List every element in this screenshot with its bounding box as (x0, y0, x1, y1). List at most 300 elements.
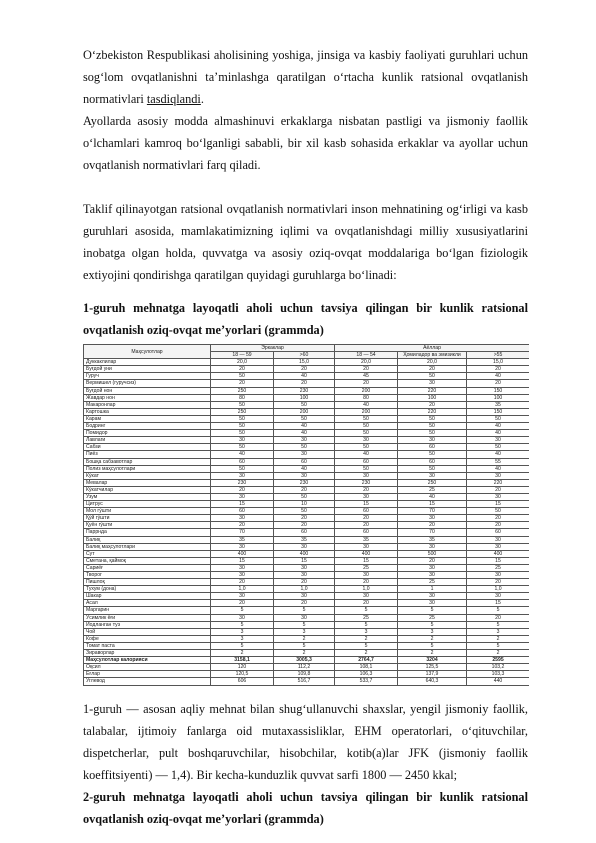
value-cell: 20 (211, 600, 274, 607)
value-cell: 70 (398, 529, 467, 536)
value-cell: 30 (467, 536, 530, 543)
table-row (84, 536, 530, 543)
product-name-cell: Пишлоқ (84, 579, 211, 586)
table-row (84, 437, 530, 444)
table-row (84, 607, 530, 614)
value-cell: 150 (467, 408, 530, 415)
product-name-cell: Балиқ (84, 536, 211, 543)
value-cell: 30 (335, 543, 398, 550)
value-cell: 5 (398, 621, 467, 628)
value-cell: 50 (211, 415, 274, 422)
value-cell: 40 (274, 430, 335, 437)
value-cell: 220 (398, 387, 467, 394)
value-cell: 1,0 (335, 586, 398, 593)
value-cell: 20 (467, 522, 530, 529)
table-row (84, 430, 530, 437)
value-cell: 25 (335, 564, 398, 571)
value-cell: 230 (335, 479, 398, 486)
value-cell: 440 (467, 678, 530, 685)
product-name-cell: Асал (84, 600, 211, 607)
value-cell: 20 (274, 522, 335, 529)
value-cell: 30 (211, 543, 274, 550)
food-norms-table-wrapper (83, 344, 529, 690)
col-women-pregnant: Ҳомиладор ва эмизикли (398, 352, 467, 359)
product-name-cell: Кофе (84, 635, 211, 642)
product-name-cell: Паррнда (84, 529, 211, 536)
value-cell: 230 (211, 479, 274, 486)
food-norms-table (83, 344, 529, 686)
product-name-cell: Дуккаклилар (84, 359, 211, 366)
value-cell: 5 (467, 621, 530, 628)
value-cell: 5 (211, 621, 274, 628)
product-name-cell: Полиз маҳсулотлари (84, 465, 211, 472)
value-cell: 2595 (467, 657, 530, 664)
intro-paragraph: O‘zbekiston Respublikasi aholisining yoshiga, jinsiga va kasbiy faoliyati guruhlari uchun sog‘lom ovqatlanishni ta’minlashga qaratilgan o‘rtacha kunlik ratsional ovqatlanish normativlari tasdiqlandi. (83, 48, 528, 106)
value-cell: 20 (211, 522, 274, 529)
value-cell: 20 (335, 515, 398, 522)
value-cell: 35 (398, 536, 467, 543)
product-name-cell: Ўсимлик ёғи (84, 614, 211, 621)
value-cell: 50 (274, 415, 335, 422)
value-cell: 30 (398, 543, 467, 550)
table-row (84, 543, 530, 550)
value-cell: 250 (398, 479, 467, 486)
value-cell: 30 (211, 437, 274, 444)
value-cell: 20 (335, 380, 398, 387)
value-cell: 40 (398, 493, 467, 500)
value-cell: 30 (211, 614, 274, 621)
table-row (84, 586, 530, 593)
value-cell: 55 (467, 458, 530, 465)
product-name-cell: Буғдой уни (84, 366, 211, 373)
value-cell: 40 (211, 451, 274, 458)
value-cell: 40 (274, 465, 335, 472)
table-row (84, 671, 530, 678)
col-women-18-54: 18 — 54 (335, 352, 398, 359)
value-cell: 516,7 (274, 678, 335, 685)
product-name-cell: Гуруч (84, 373, 211, 380)
value-cell: 50 (335, 430, 398, 437)
value-cell: 30 (398, 437, 467, 444)
product-name-cell: Лавлаги (84, 437, 211, 444)
table-row (84, 479, 530, 486)
col-products: Маҳсулотлар (84, 345, 211, 359)
value-cell: 220 (398, 408, 467, 415)
value-cell: 60 (398, 444, 467, 451)
value-cell: 3 (398, 628, 467, 635)
value-cell: 5 (211, 642, 274, 649)
product-name-cell: Вермишел (гуручсиз) (84, 380, 211, 387)
value-cell: 80 (211, 394, 274, 401)
value-cell: 50 (335, 423, 398, 430)
value-cell: 20 (211, 366, 274, 373)
value-cell: 35 (211, 536, 274, 543)
table-row (84, 529, 530, 536)
value-cell: 50 (398, 415, 467, 422)
value-cell: 125,5 (398, 664, 467, 671)
value-cell: 50 (467, 508, 530, 515)
value-cell: 30 (274, 572, 335, 579)
value-cell: 137,9 (398, 671, 467, 678)
value-cell: 2 (335, 635, 398, 642)
product-name-cell: Қуён гўшти (84, 522, 211, 529)
value-cell: 200 (335, 387, 398, 394)
intro-text: O‘zbekiston Respublikasi aholisining yoshiga, jinsiga va kasbiy faoliyati guruhlari uchun sog‘lom ovqatlanishni ta’minlashga qaratilgan o‘rtacha kunlik ratsional ovqatlanish normativlari (83, 48, 528, 106)
value-cell: 230 (274, 387, 335, 394)
product-name-cell: Мевалар (84, 479, 211, 486)
product-name-cell: Маргарин (84, 607, 211, 614)
table-row (84, 359, 530, 366)
value-cell: 15 (467, 501, 530, 508)
table-row (84, 458, 530, 465)
value-cell: 60 (467, 529, 530, 536)
value-cell: 5 (211, 607, 274, 614)
value-cell: 60 (335, 458, 398, 465)
value-cell: 60 (335, 508, 398, 515)
value-cell: 30 (211, 564, 274, 571)
value-cell: 20 (211, 579, 274, 586)
table-row (84, 642, 530, 649)
group1-description: 1-guruh — asosan aqliy mehnat bilan shug‘ullanuvchi shaxslar, yengil jismoniy faollik, talabalar, ijtimoiy fanlarga oid mutaxassisliklar, EHM operatorlari, o‘qituvchilar, dispetcherlar, pult boshqaruvchilar, hisobchilar, kotib(a)lar JFK (jismoniy faollik koeffitsiyenti) — 1,4). Bir kecha-kunduzlik quvvat sarfi 1800 — 2450 kkal; (83, 702, 528, 782)
value-cell: 30 (274, 543, 335, 550)
value-cell: 30 (274, 614, 335, 621)
value-cell: 120,5 (211, 671, 274, 678)
table-row (84, 380, 530, 387)
value-cell: 15 (211, 557, 274, 564)
product-name-cell: Сметана, қаймоқ (84, 557, 211, 564)
product-name-cell: Углевод (84, 678, 211, 685)
value-cell: 30 (467, 572, 530, 579)
value-cell: 2 (467, 650, 530, 657)
value-cell: 30 (398, 515, 467, 522)
value-cell: 30 (398, 380, 467, 387)
value-cell: 3 (335, 628, 398, 635)
value-cell: 112,2 (274, 664, 335, 671)
value-cell: 3 (467, 628, 530, 635)
value-cell: 50 (467, 415, 530, 422)
product-name-cell: Сут (84, 550, 211, 557)
product-name-cell: Кўкат (84, 472, 211, 479)
value-cell: 50 (274, 508, 335, 515)
value-cell: 5 (398, 642, 467, 649)
value-cell: 1 (398, 586, 467, 593)
value-cell: 25 (398, 486, 467, 493)
value-cell: 20 (467, 486, 530, 493)
value-cell: 5 (274, 642, 335, 649)
table-row (84, 451, 530, 458)
value-cell: 220 (467, 479, 530, 486)
group1-table-heading: 1-guruh mehnatga layoqatli aholi uchun tavsiya qilingan bir kunlik ratsional ovqatlanish oziq-ovqat me’yorlari (grammda) (83, 301, 528, 337)
value-cell: 60 (274, 529, 335, 536)
product-name-cell: Сабзи (84, 444, 211, 451)
value-cell: 20,0 (211, 359, 274, 366)
table-row (84, 557, 530, 564)
table-row (84, 401, 530, 408)
value-cell: 60 (274, 458, 335, 465)
value-cell: 40 (467, 373, 530, 380)
value-cell: 20 (398, 522, 467, 529)
approved-link[interactable]: tasdiqlandi (146, 92, 201, 106)
value-cell: 30 (398, 472, 467, 479)
value-cell: 15 (398, 501, 467, 508)
value-cell: 200 (335, 408, 398, 415)
value-cell: 60 (398, 458, 467, 465)
table-row (84, 373, 530, 380)
value-cell: 20 (274, 380, 335, 387)
value-cell: 5 (467, 607, 530, 614)
product-name-cell: Томат паста (84, 642, 211, 649)
table-row (84, 394, 530, 401)
value-cell: 30 (274, 564, 335, 571)
value-cell: 50 (467, 444, 530, 451)
value-cell: 40 (274, 423, 335, 430)
value-cell: 100 (274, 394, 335, 401)
value-cell: 103,2 (467, 664, 530, 671)
table-row (84, 423, 530, 430)
value-cell: 30 (335, 437, 398, 444)
value-cell: 3 (211, 635, 274, 642)
product-name-cell: Цитрус (84, 501, 211, 508)
value-cell: 50 (211, 444, 274, 451)
value-cell: 45 (335, 373, 398, 380)
col-men-60: >60 (274, 352, 335, 359)
value-cell: 25 (335, 614, 398, 621)
product-name-cell: Зираворлар (84, 650, 211, 657)
table-row (84, 628, 530, 635)
product-name-cell: Кўкатчилар (84, 486, 211, 493)
value-cell: 30 (211, 493, 274, 500)
value-cell: 2 (274, 635, 335, 642)
value-cell: 20 (335, 579, 398, 586)
value-cell: 30 (335, 572, 398, 579)
value-cell: 60 (211, 508, 274, 515)
value-cell: 70 (211, 529, 274, 536)
value-cell: 50 (398, 430, 467, 437)
table-row (84, 600, 530, 607)
value-cell: 100 (398, 394, 467, 401)
value-cell: 30 (274, 593, 335, 600)
value-cell: 1,0 (467, 586, 530, 593)
product-name-cell: Мол гўшти (84, 508, 211, 515)
value-cell: 50 (211, 401, 274, 408)
col-men: Эркаклар (211, 345, 335, 352)
value-cell: 30 (274, 472, 335, 479)
value-cell: 15,0 (274, 359, 335, 366)
value-cell: 30 (467, 437, 530, 444)
value-cell: 5 (335, 607, 398, 614)
value-cell: 20 (211, 486, 274, 493)
product-name-cell: Карам (84, 415, 211, 422)
value-cell: 5 (274, 607, 335, 614)
table-row (84, 366, 530, 373)
value-cell: 5 (398, 607, 467, 614)
value-cell: 250 (211, 387, 274, 394)
value-cell: 5 (335, 621, 398, 628)
product-name-cell: Пиёз (84, 451, 211, 458)
table-row (84, 550, 530, 557)
product-name-cell: Буғдой нон (84, 387, 211, 394)
product-name-cell: Бошқа сабзавотлар (84, 458, 211, 465)
value-cell: 120 (211, 664, 274, 671)
value-cell: 50 (211, 423, 274, 430)
value-cell: 25 (398, 614, 467, 621)
value-cell: 20 (274, 515, 335, 522)
col-men-18-59: 18 — 59 (211, 352, 274, 359)
value-cell: 50 (274, 493, 335, 500)
value-cell: 50 (274, 401, 335, 408)
value-cell: 40 (467, 465, 530, 472)
value-cell: 20 (335, 600, 398, 607)
value-cell: 60 (335, 529, 398, 536)
value-cell: 20 (398, 557, 467, 564)
value-cell: 30 (211, 472, 274, 479)
value-cell: 20 (335, 522, 398, 529)
product-name-cell: Узум (84, 493, 211, 500)
value-cell: 40 (467, 451, 530, 458)
value-cell: 15 (467, 600, 530, 607)
product-name-cell: Чой (84, 628, 211, 635)
value-cell: 400 (467, 550, 530, 557)
value-cell: 20 (211, 380, 274, 387)
value-cell: 30 (335, 493, 398, 500)
value-cell: 30 (398, 593, 467, 600)
table-row (84, 572, 530, 579)
value-cell: 50 (335, 415, 398, 422)
value-cell: 400 (274, 550, 335, 557)
value-cell: 20 (335, 366, 398, 373)
table-row (84, 579, 530, 586)
value-cell: 20 (335, 486, 398, 493)
value-cell: 50 (398, 451, 467, 458)
value-cell: 20 (274, 486, 335, 493)
product-name-cell: Балиқ маҳсулотлари (84, 543, 211, 550)
value-cell: 606 (211, 678, 274, 685)
value-cell: 30 (398, 600, 467, 607)
value-cell: 25 (467, 564, 530, 571)
value-cell: 103,3 (467, 671, 530, 678)
value-cell: 20 (274, 366, 335, 373)
value-cell: 50 (398, 465, 467, 472)
value-cell: 10 (274, 501, 335, 508)
table-row (84, 522, 530, 529)
value-cell: 230 (274, 479, 335, 486)
table-row (84, 508, 530, 515)
value-cell: 20 (467, 579, 530, 586)
table-row (84, 444, 530, 451)
value-cell: 640,3 (398, 678, 467, 685)
women-norms-paragraph: Ayollarda asosiy modda almashinuvi erkaklarga nisbatan pastligi va jismoniy faollik o‘lchamlari kamroq bo‘lganligi sababli, bir xil kasb sohasida erkaklar va ayollar uchun ovqatlanish normativlari farq qiladi. (83, 114, 528, 172)
value-cell: 30 (467, 472, 530, 479)
table-row (84, 408, 530, 415)
value-cell: 3158,1 (211, 657, 274, 664)
value-cell: 15 (211, 501, 274, 508)
value-cell: 40 (335, 401, 398, 408)
product-name-cell: Жавдар нон (84, 394, 211, 401)
value-cell: 50 (211, 430, 274, 437)
value-cell: 2 (274, 650, 335, 657)
value-cell: 30 (398, 564, 467, 571)
value-cell: 2 (211, 650, 274, 657)
product-name-cell: Оқсил (84, 664, 211, 671)
table-row (84, 657, 530, 664)
value-cell: 109,8 (274, 671, 335, 678)
value-cell: 30 (335, 593, 398, 600)
group2-table-heading: 2-guruh mehnatga layoqatli aholi uchun tavsiya qilingan bir kunlik ratsional ovqatlanish oziq-ovqat me’yorlari (grammda) (83, 790, 528, 826)
value-cell: 25 (398, 579, 467, 586)
col-women-55: >55 (467, 352, 530, 359)
value-cell: 3 (274, 628, 335, 635)
value-cell: 50 (274, 444, 335, 451)
table-row (84, 564, 530, 571)
product-name-cell: Шакар (84, 593, 211, 600)
product-name-cell: Помидор (84, 430, 211, 437)
product-name-cell: Қўй гўшти (84, 515, 211, 522)
value-cell: 100 (467, 394, 530, 401)
table-row (84, 415, 530, 422)
value-cell: 20 (274, 600, 335, 607)
value-cell: 1,0 (211, 586, 274, 593)
table-row (84, 472, 530, 479)
value-cell: 50 (335, 465, 398, 472)
table-row (84, 593, 530, 600)
value-cell: 30 (211, 515, 274, 522)
value-cell: 30 (274, 451, 335, 458)
value-cell: 15 (335, 557, 398, 564)
value-cell: 2 (398, 650, 467, 657)
value-cell: 50 (211, 373, 274, 380)
value-cell: 20 (467, 614, 530, 621)
value-cell: 15 (467, 557, 530, 564)
value-cell: 2 (398, 635, 467, 642)
value-cell: 30 (467, 593, 530, 600)
value-cell: 40 (274, 373, 335, 380)
product-name-cell: Ёғлар (84, 671, 211, 678)
table-row (84, 650, 530, 657)
value-cell: 30 (467, 493, 530, 500)
value-cell: 20 (467, 380, 530, 387)
product-name-cell: Творог (84, 572, 211, 579)
value-cell: 30 (467, 543, 530, 550)
value-cell: 50 (335, 444, 398, 451)
value-cell: 20 (467, 515, 530, 522)
groups-paragraph: Taklif qilinayotgan ratsional ovqatlanish normativlari inson mehnatining og‘irligi va kasb guruhlari asosida, mamlakatimizning iqlimi va ovqatlanishdagi milliy xususiyatlarini inobatga olgan holda, quvvatga va asosiy oziq-ovqat moddalariga bo‘lgan fiziologik extiyojini qondirishga qaratilgan quyidagi guruhlarga bo‘linadi: (83, 202, 528, 282)
value-cell: 35 (335, 536, 398, 543)
table-row (84, 635, 530, 642)
value-cell: 3204 (398, 657, 467, 664)
value-cell: 20 (398, 401, 467, 408)
value-cell: 30 (211, 572, 274, 579)
value-cell: 15,0 (467, 359, 530, 366)
value-cell: 150 (467, 387, 530, 394)
product-name-cell: Картошка (84, 408, 211, 415)
value-cell: 40 (467, 430, 530, 437)
value-cell: 20 (274, 579, 335, 586)
value-cell: 533,7 (335, 678, 398, 685)
value-cell: 500 (398, 550, 467, 557)
table-row (84, 493, 530, 500)
table-row (84, 515, 530, 522)
value-cell: 30 (274, 437, 335, 444)
value-cell: 80 (335, 394, 398, 401)
product-name-cell: Макаронлар (84, 401, 211, 408)
value-cell: 5 (335, 642, 398, 649)
value-cell: 400 (335, 550, 398, 557)
product-name-cell: Маҳсулотлар калорияси (84, 657, 211, 664)
value-cell: 2764,7 (335, 657, 398, 664)
table-row (84, 664, 530, 671)
value-cell: 15 (274, 557, 335, 564)
value-cell: 60 (211, 458, 274, 465)
